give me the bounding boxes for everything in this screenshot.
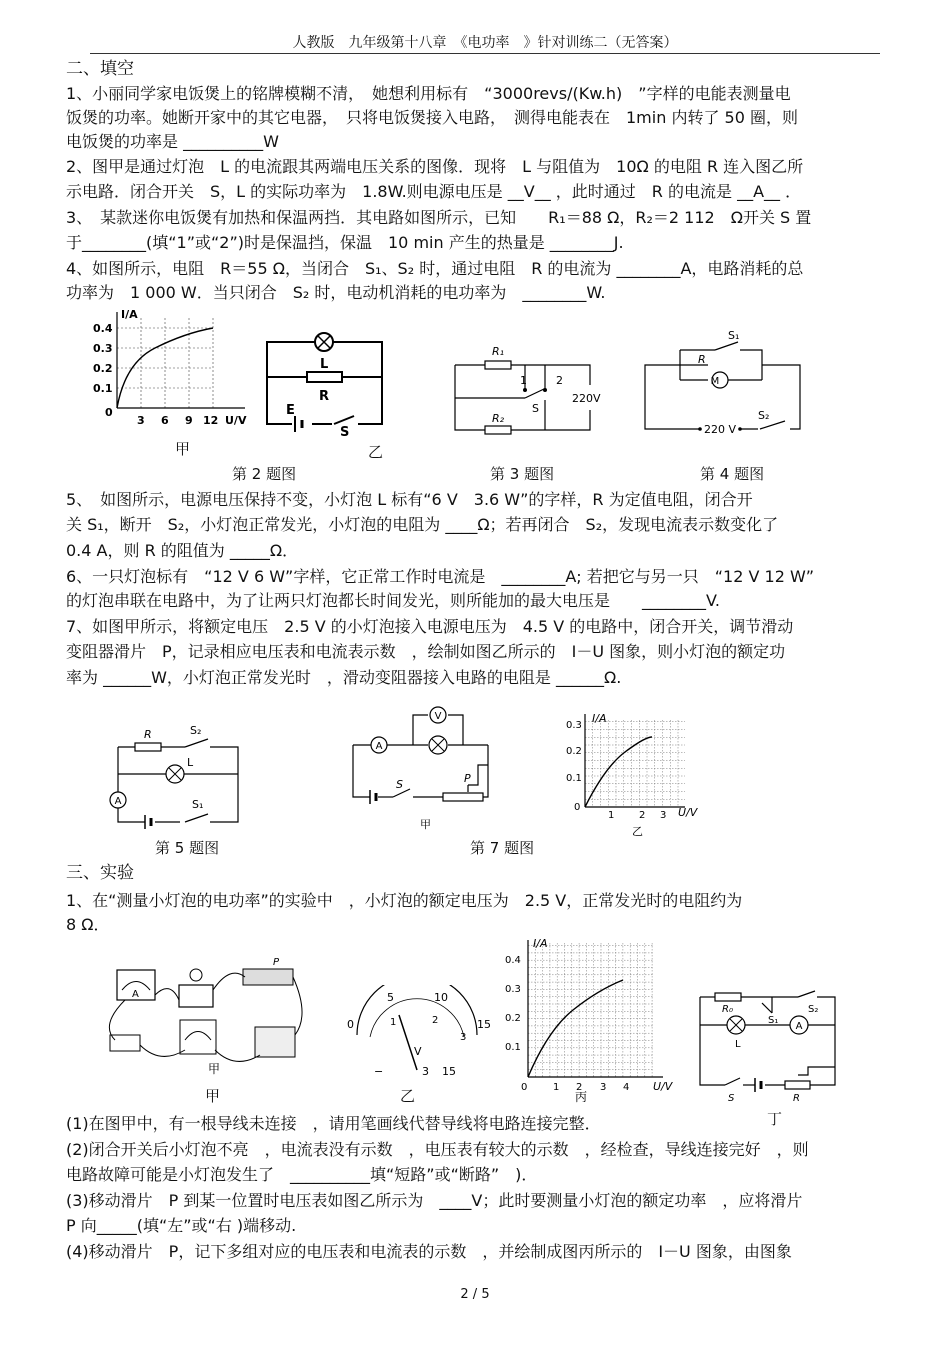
- y-tick: 0.2: [93, 362, 113, 375]
- scale-5: 5: [387, 991, 394, 1004]
- x-tick: 2: [576, 1082, 583, 1093]
- q6-line-1: 6、一只灯泡标有 “12 V 6 W”字样，它正常工作时电流是 ________A; 若把它与另一只 “12 V 12 W”: [66, 567, 815, 586]
- page-header: 人教版 九年级第十八章 《电功率 》针对训练二（无答案）: [90, 33, 880, 54]
- q4-circuit: [640, 325, 815, 440]
- battery: [255, 1027, 295, 1057]
- source-label: E: [286, 403, 295, 418]
- voltmeter-device: [180, 1020, 216, 1054]
- q6-line-2: 的灯泡串联在电路中，为了让两只灯泡都长时间发光，则所能加的最大电压是 ________V.: [66, 591, 720, 610]
- switch-device: [110, 1035, 140, 1051]
- fig-label-jia: 甲: [175, 440, 191, 458]
- x-tick: 2: [639, 810, 646, 821]
- y-tick: 0.3: [566, 720, 582, 731]
- caption-q4: 第 4 题图: [700, 465, 765, 483]
- e1-item-2: (2)闭合开关后小灯泡不亮 ，电流表没有示数 ，电压表有较大的示数 ，经检查，导线连接完好 ，则: [66, 1140, 809, 1159]
- q5-line-3: 0.4 A，则 R 的阻值为 _____Ω．: [66, 541, 299, 560]
- voltage-label: 220V: [572, 392, 601, 405]
- q5-circuit: [100, 722, 250, 832]
- q3-line-1: 3、 某款迷你电饭煲有加热和保温两挡．其电路如图所示，已知 R₁＝88 Ω，R₂＝2 112 Ω开关 S 置: [66, 208, 812, 227]
- lamp-label: L: [320, 357, 329, 372]
- voltmeter-label: V: [434, 711, 442, 722]
- section-title-fill: 二、填空: [66, 59, 134, 79]
- q3-line-2: 于________(填“1”或“2”)时是保温挡，保温 10 min 产生的热量是 ________J.: [66, 233, 624, 252]
- x-tick: 1: [553, 1082, 560, 1093]
- e1-line-2: 8 Ω．: [66, 915, 110, 934]
- ammeter-label: A: [375, 741, 383, 752]
- fig-label-yi: 乙: [632, 825, 643, 837]
- x-tick: 4: [623, 1082, 630, 1093]
- caption-q5: 第 5 题图: [155, 839, 220, 857]
- x-tick: 3: [600, 1082, 607, 1093]
- e1-iu-graph: [503, 935, 678, 1105]
- caption-q7: 第 7 题图: [470, 839, 535, 857]
- y-tick: 0: [105, 406, 113, 419]
- y-tick: 0.1: [566, 773, 582, 784]
- e1-item-1: (1)在图甲中，有一根导线未连接 ，请用笔画线代替导线将电路连接完整．: [66, 1114, 601, 1133]
- x-tick: 12: [203, 414, 219, 427]
- q5-line-1: 5、 如图所示，电源电压保持不变，小灯泡 L 标有“6 V 3.6 W”的字样，R 为定值电阻，闭合开: [66, 490, 753, 509]
- switch-label: S: [728, 1093, 735, 1104]
- iu-curve: [528, 980, 623, 1077]
- iu-curve: [585, 737, 652, 807]
- q2-line-2: 示电路．闭合开关 S，L 的实际功率为 1.8W.则电源电压是 __V__ ，此时通过 R 的电流是 __A__ ．: [66, 182, 802, 201]
- y-tick: 0: [521, 1082, 528, 1093]
- q4-line-2: 功率为 1 000 W．当只闭合 S₂ 时，电动机消耗的电功率为 ________W.: [66, 283, 606, 302]
- s1-label: S₁: [192, 798, 204, 811]
- q1-line-1: 1、小丽同学家电饭煲上的铭牌模糊不清， 她想利用标有 “3000revs/(Kw.h) ”字样的电能表测量电: [66, 84, 791, 103]
- y-tick: 0: [574, 802, 581, 813]
- x-tick: 3: [660, 810, 667, 821]
- switch-label: S: [532, 402, 539, 415]
- e1-item-3: (3)移动滑片 P 到某一位置时电压表如图乙所示为 ____V；此时要测量小灯泡的额定功率 ，应将滑片: [66, 1191, 803, 1210]
- fig-label-ding: 丁: [767, 1110, 783, 1128]
- y-tick: 0.4: [505, 955, 521, 966]
- q7-circuit: [348, 700, 498, 830]
- e1-item-3-cont: P 向_____(填“左”或“右 )端移动.: [66, 1216, 297, 1235]
- voltage-label: 220 V: [704, 423, 737, 436]
- q7-line-3: 率为 ______W，小灯泡正常发光时 ，滑动变阻器接入电路的电阻是 ______Ω.: [66, 668, 622, 687]
- y-tick: 0.3: [505, 984, 521, 995]
- y-tick: 0.1: [93, 382, 113, 395]
- x-axis-label: U/V: [225, 414, 247, 427]
- meter-unit: V: [414, 1045, 422, 1058]
- q5-line-2: 关 S₁，断开 S₂，小灯泡正常发光，小灯泡的电阻为 ____Ω；若再闭合 S₂，发现电流表示数变化了: [66, 515, 779, 534]
- q1-line-3: 电饭煲的功率是 __________W: [66, 132, 279, 151]
- x-tick: 1: [608, 810, 615, 821]
- slider-label: P: [273, 957, 280, 968]
- scale-1: 1: [390, 1017, 397, 1028]
- s2-label: S₂: [758, 409, 770, 422]
- scale-15: 15: [477, 1018, 491, 1031]
- r1-label: R₁: [492, 345, 505, 358]
- y-axis-label: I/A: [533, 937, 548, 950]
- e1-circuit-ding: [690, 985, 850, 1110]
- terminal-minus: −: [374, 1065, 384, 1078]
- fig-label-yi-2: 乙: [400, 1087, 416, 1105]
- rheostat-label: R: [793, 1093, 800, 1104]
- y-tick: 0.2: [505, 1013, 521, 1024]
- resistor: [307, 372, 342, 382]
- y-tick: 0.3: [93, 342, 113, 355]
- lamp-label: L: [187, 756, 194, 769]
- lamp-icon: [190, 969, 202, 981]
- fig-label-jia: 甲: [420, 818, 431, 830]
- scale-0: 0: [347, 1018, 354, 1031]
- q2-iu-graph: [85, 308, 255, 428]
- switch-label: S: [396, 778, 403, 791]
- q2-circuit: [262, 322, 392, 437]
- q4-line-1: 4、如图所示，电阻 R＝55 Ω，当闭合 S₁、S₂ 时，通过电阻 R 的电流为 ________A，电路消耗的总: [66, 259, 804, 278]
- motor-label: M: [710, 376, 720, 387]
- terminal-3: 3: [422, 1065, 429, 1078]
- contact-1-label: 1: [520, 374, 527, 387]
- e1-voltmeter-dial: [342, 985, 492, 1085]
- q7-line-1: 7、如图甲所示，将额定电压 2.5 V 的小灯泡接入电源电压为 4.5 V 的电路中，闭合开关，调节滑动: [66, 617, 794, 636]
- fig-label-jia: 甲: [208, 1062, 221, 1075]
- scale-3: 3: [460, 1032, 467, 1043]
- page-number: 2 / 5: [460, 1287, 490, 1302]
- y-axis-label: I/A: [121, 308, 138, 321]
- q7-line-2: 变阻器滑片 P，记录相应电压表和电流表示数 ，绘制如图乙所示的 I－U 图象，则小灯泡的额定功: [66, 642, 786, 661]
- x-axis-label: U/V: [678, 806, 698, 819]
- rheostat: [243, 969, 293, 985]
- slider-label: P: [464, 772, 471, 785]
- e1-item-2-cont: 电路故障可能是小灯泡发生了 __________填“短路”或“断路” )．: [66, 1165, 538, 1184]
- resistor-label: R: [319, 389, 330, 404]
- ammeter-label: A: [114, 796, 122, 807]
- caption-q2: 第 2 题图: [232, 465, 297, 483]
- x-tick: 9: [185, 414, 193, 427]
- s1-label: S₁: [768, 1015, 779, 1026]
- y-axis-label: I/A: [592, 712, 607, 725]
- fig-label-bing: 丙: [575, 1090, 588, 1104]
- switch-label: S: [340, 425, 350, 437]
- terminal-15: 15: [442, 1065, 456, 1078]
- s2-label: S₂: [808, 1004, 819, 1015]
- resistor-r2: [485, 426, 511, 434]
- r0-label: R₀: [722, 1004, 733, 1015]
- fig-label-jia-2: 甲: [205, 1087, 221, 1105]
- e1-line-1: 1、在“测量小灯泡的电功率”的实验中 ，小灯泡的额定电压为 2.5 V，正常发光时的电阻约为: [66, 891, 743, 910]
- x-tick: 3: [137, 414, 145, 427]
- x-tick: 6: [161, 414, 169, 427]
- scale-10: 10: [434, 991, 448, 1004]
- e1-apparatus: [95, 955, 325, 1075]
- y-tick: 0.2: [566, 746, 582, 757]
- contact-2-label: 2: [556, 374, 563, 387]
- section-title-experiment: 三、实验: [66, 863, 134, 883]
- q1-line-2: 饭煲的功率。她断开家中的其它电器， 只将电饭煲接入电路， 测得电能表在 1min 内转了 50 圈，则: [66, 108, 798, 127]
- q7-iu-graph: [560, 712, 710, 837]
- ammeter-label: A: [132, 989, 139, 1000]
- lamp-holder: [179, 985, 213, 1007]
- r2-label: R₂: [492, 412, 505, 425]
- q3-circuit: [450, 340, 615, 440]
- x-axis-label: U/V: [653, 1080, 673, 1093]
- resistor-r1: [485, 361, 511, 369]
- needle: [399, 1015, 417, 1070]
- fig-label-yi: 乙: [368, 443, 384, 461]
- ammeter-label: A: [795, 1021, 803, 1032]
- caption-q3: 第 3 题图: [490, 465, 555, 483]
- s2-label: S₂: [190, 724, 202, 737]
- e1-item-4: (4)移动滑片 P，记下多组对应的电压表和电流表的示数 ，并绘制成图丙所示的 I－U 图象，由图象: [66, 1242, 792, 1261]
- lamp-label: L: [735, 1039, 741, 1050]
- s1-label: S₁: [728, 329, 740, 342]
- resistor-label: R: [698, 353, 706, 366]
- q2-line-1: 2、图甲是通过灯泡 L 的电流跟其两端电压关系的图像．现将 L 与阻值为 10Ω 的电阻 R 连入图乙所: [66, 157, 804, 176]
- y-tick: 0.4: [93, 322, 113, 335]
- scale-2: 2: [432, 1015, 439, 1026]
- resistor-label: R: [144, 728, 152, 741]
- y-tick: 0.1: [505, 1042, 521, 1053]
